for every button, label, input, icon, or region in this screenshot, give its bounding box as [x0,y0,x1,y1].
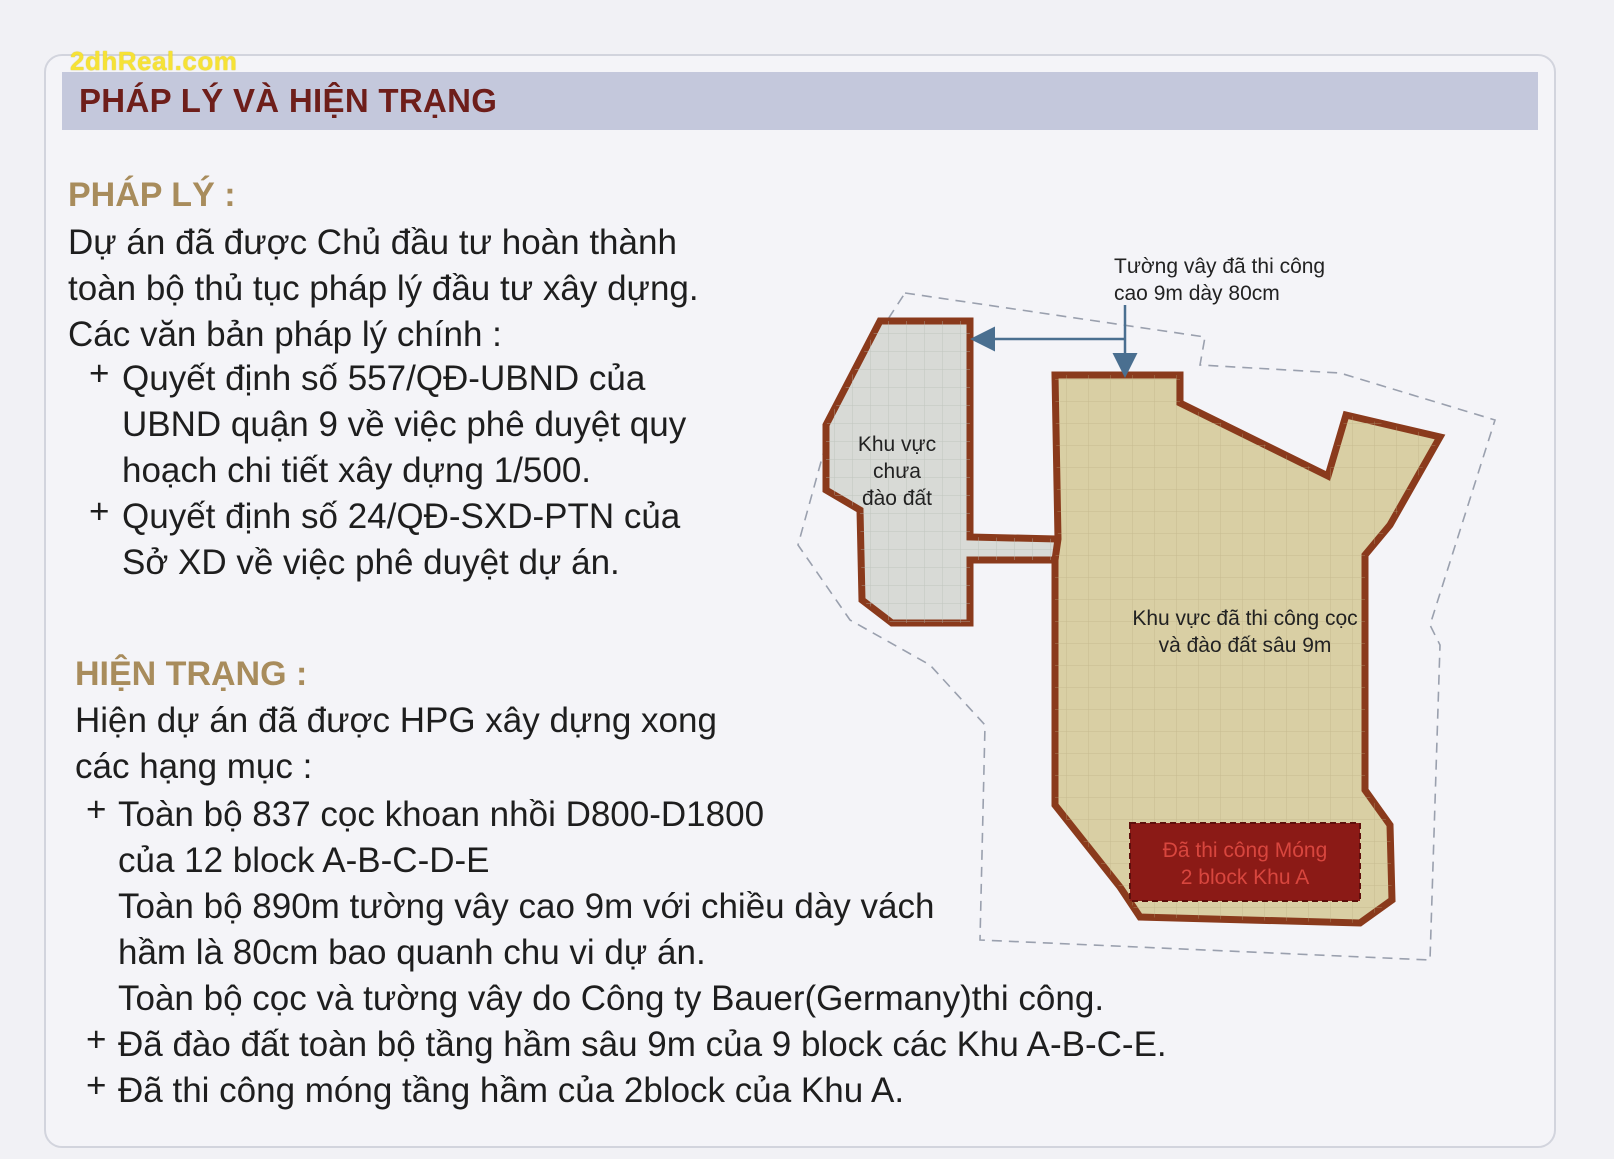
wall-label-line: Tường vây đã thi công [1114,255,1326,278]
foundation-label-line: 2 block Khu A [1180,866,1310,889]
page-title: PHÁP LÝ VÀ HIỆN TRẠNG [79,82,498,119]
bullet-plus: + [86,790,107,829]
legal-heading: PHÁP LÝ : [68,176,236,214]
site-plan [780,225,1560,995]
excavated-label-line: Khu vực đã thi công cọc [1132,607,1358,630]
foundation-label-line: Đã thi công Móng [1162,839,1328,862]
legal-item-line: Quyết định số 557/QĐ-UBND của [122,359,646,398]
wall-label-line: cao 9m dày 80cm [1114,282,1280,305]
legal-item-line: Sở XD về việc phê duyệt dự án. [122,543,620,582]
bullet-plus: + [89,354,110,393]
watermark: 2dhReal.com [70,46,238,76]
unexcavated-label-line: chưa [873,460,921,483]
status-intro-line: các hạng mục : [75,747,313,786]
wall-label [1114,253,1325,307]
bullet-plus: + [86,1020,107,1059]
status-item-line: hầm là 80cm bao quanh chu vi dự án. [118,933,706,972]
legal-item-line: hoạch chi tiết xây dựng 1/500. [122,451,592,490]
status-item-line: của 12 block A-B-C-D-E [118,841,490,880]
legal-intro-line: Dự án đã được Chủ đầu tư hoàn thành [68,223,677,262]
foundation-label [1132,837,1358,891]
legal-intro-line: toàn bộ thủ tục pháp lý đầu tư xây dựng. [68,269,699,308]
legal-item-line: Quyết định số 24/QĐ-SXD-PTN của [122,497,681,536]
bullet-plus: + [89,492,110,531]
legal-intro-line: Các văn bản pháp lý chính : [68,315,502,354]
excavated-label-line: và đào đất sâu 9m [1158,634,1332,657]
status-intro [75,698,717,790]
status-item-line: Toàn bộ 890m tường vây cao 9m với chiều dày vách [118,887,935,926]
excavated-label [1100,605,1390,659]
status-item-3: Đã thi công móng tầng hầm của 2block của Khu A. [118,1071,905,1110]
unexcavated-label-line: đào đất [861,487,933,510]
legal-intro [68,220,699,358]
legal-item-2 [122,494,680,586]
status-heading: HIỆN TRẠNG : [75,655,308,693]
unexcavated-label-line: Khu vực [857,433,937,456]
status-item-2: Đã đào đất toàn bộ tầng hầm sâu 9m của 9 block các Khu A-B-C-E. [118,1025,1167,1064]
status-intro-line: Hiện dự án đã được HPG xây dựng xong [75,701,717,740]
status-item-line: Toàn bộ cọc và tường vây do Công ty Bauer(Germany)thi công. [118,979,1105,1018]
unexcavated-label [842,431,952,512]
legal-item-1 [122,356,686,494]
legal-item-line: UBND quận 9 về việc phê duyệt quy [122,405,687,444]
status-item-line: Toàn bộ 837 cọc khoan nhồi D800-D1800 [118,795,765,834]
bullet-plus: + [86,1066,107,1105]
